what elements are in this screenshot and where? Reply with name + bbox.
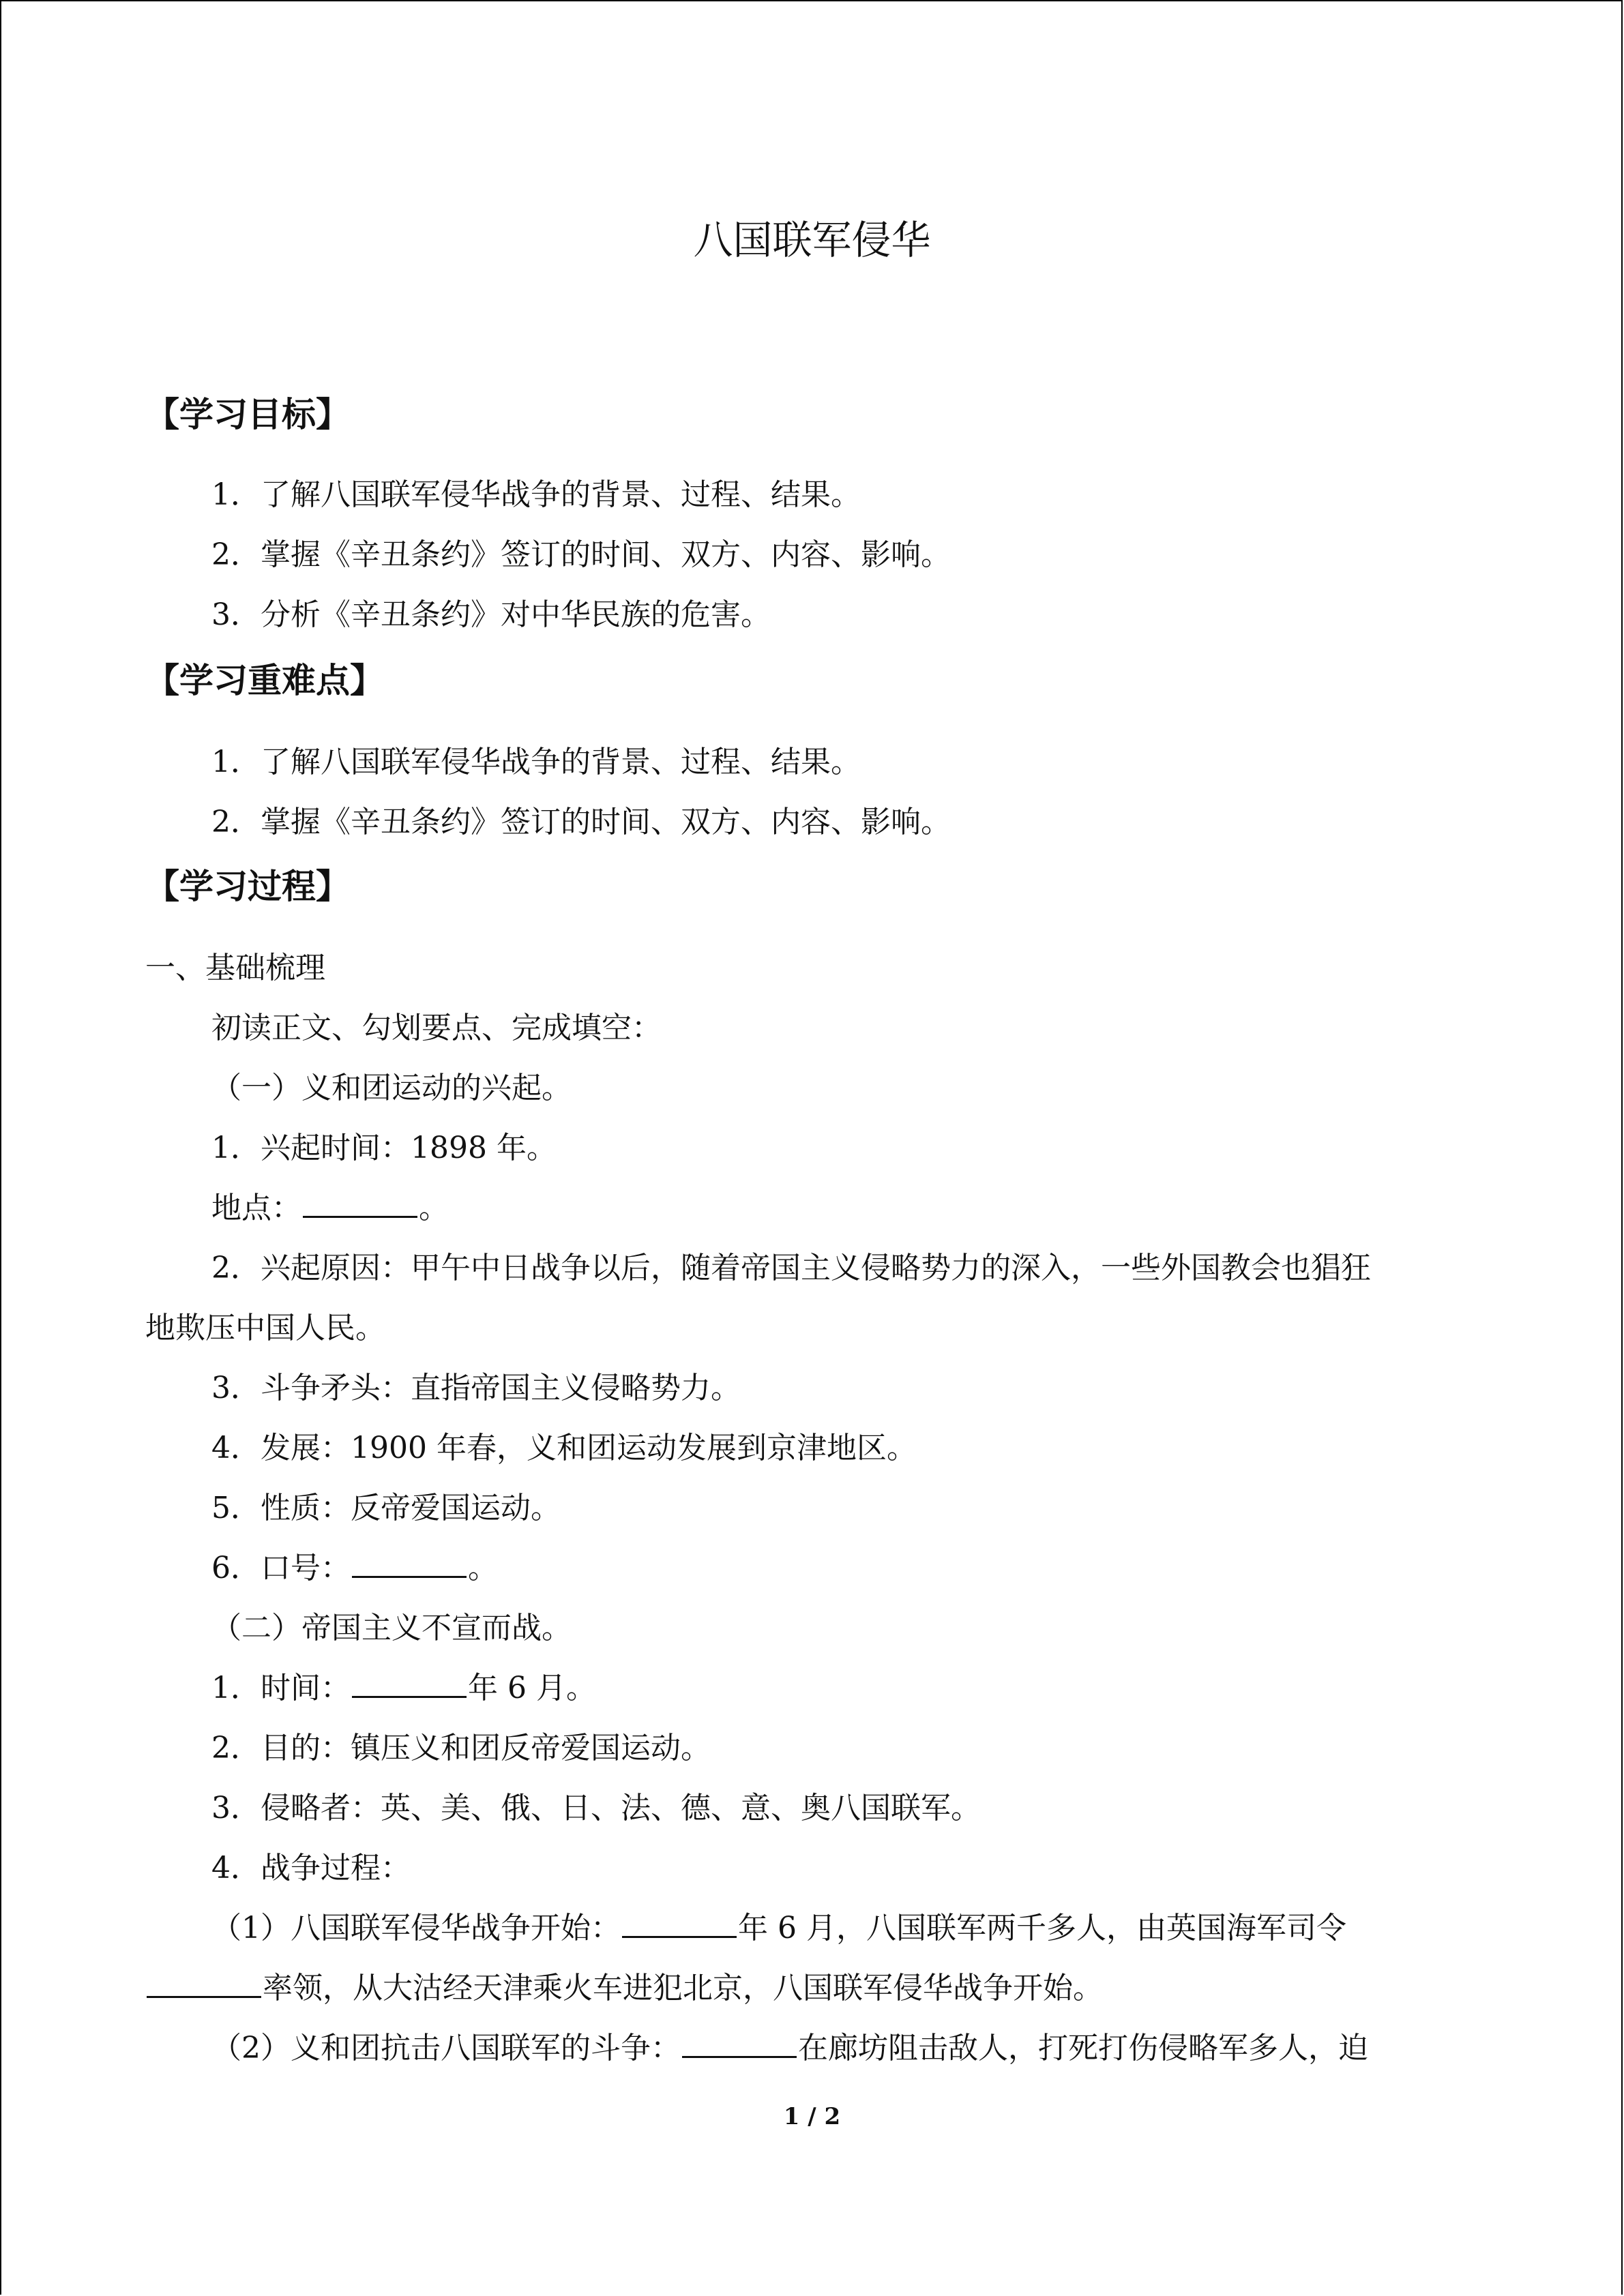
sub2-title: （二）帝国主义不宣而战。 [211, 1611, 572, 1645]
sub2-process-label: 4．战争过程： [211, 1851, 411, 1885]
objective-item-1: 1．了解八国联军侵华战争的背景、过程、结果。 [211, 477, 861, 512]
sub2-p1-line2 [145, 1967, 1103, 2010]
sub1-development: 4．发展：1900 年春，义和团运动发展到京津地区。 [211, 1431, 917, 1465]
sub1-cause-line1: 2．兴起原因：甲午中日战争以后，随着帝国主义侵略势力的深入，一些外国教会也猖狂 [211, 1251, 1371, 1285]
year-blank[interactable] [352, 1669, 467, 1698]
slogan-label: 6．口号： [211, 1551, 351, 1585]
page-number: 1 / 2 [783, 2103, 841, 2130]
sub2-p2-line1 [211, 2027, 1368, 2070]
sub2-purpose: 2．目的：镇压义和团反帝爱国运动。 [211, 1731, 711, 1765]
heading-process: 【学习过程】 [145, 867, 350, 906]
sub2-p1-line1 [211, 1907, 1346, 1950]
sub1-cause-line2: 地欺压中国人民。 [145, 1311, 385, 1345]
place-blank[interactable] [303, 1189, 417, 1218]
p1-text-b: 年 6 月，八国联军两千多人，由英国海军司令 [738, 1911, 1346, 1945]
objective-item-3: 3．分析《辛丑条约》对中华民族的危害。 [211, 597, 771, 632]
sub1-title: （一）义和团运动的兴起。 [211, 1071, 572, 1105]
sub2-time-line [211, 1667, 596, 1710]
sub1-target: 3．斗争矛头：直指帝国主义侵略势力。 [211, 1371, 741, 1405]
sub2-invaders: 3．侵略者：英、美、俄、日、法、德、意、奥八国联军。 [211, 1791, 981, 1825]
p1-text-c: 率领，从大沽经天津乘火车进犯北京，八国联军侵华战争开始。 [263, 1971, 1103, 2006]
objective-item-2: 2．掌握《辛丑条约》签订的时间、双方、内容、影响。 [211, 537, 951, 572]
sub1-nature: 5．性质：反帝爱国运动。 [211, 1491, 561, 1525]
sub1-time: 1．兴起时间：1898 年。 [211, 1131, 557, 1165]
p2-text-b: 在廊坊阻击敌人，打死打伤侵略军多人，迫 [798, 2031, 1368, 2066]
time-label: 1．时间： [211, 1671, 351, 1705]
p1-text-a: （1）八国联军侵华战争开始： [211, 1911, 621, 1945]
resistance-leader-blank[interactable] [682, 2029, 797, 2058]
heading-key-points: 【学习重难点】 [145, 661, 384, 700]
war-start-year-blank[interactable] [622, 1909, 737, 1938]
key-point-item-2: 2．掌握《辛丑条约》签订的时间、双方、内容、影响。 [211, 805, 951, 839]
commander-blank[interactable] [147, 1969, 261, 1998]
instruction-text: 初读正文、勾划要点、完成填空： [211, 1011, 662, 1045]
slogan-end: 。 [468, 1551, 498, 1585]
document-title: 八国联军侵华 [693, 217, 931, 263]
key-point-item-1: 1．了解八国联军侵华战争的背景、过程、结果。 [211, 745, 861, 779]
place-end: 。 [419, 1191, 449, 1225]
sub1-slogan-line [211, 1547, 498, 1590]
sub1-place-line [211, 1187, 449, 1229]
place-label: 地点： [211, 1191, 301, 1225]
time-end: 年 6 月。 [468, 1671, 596, 1705]
heading-objectives: 【学习目标】 [145, 395, 350, 434]
slogan-blank[interactable] [352, 1549, 467, 1578]
part1-title: 一、基础梳理 [145, 951, 325, 985]
p2-text-a: （2）义和团抗击八国联军的斗争： [211, 2031, 681, 2066]
